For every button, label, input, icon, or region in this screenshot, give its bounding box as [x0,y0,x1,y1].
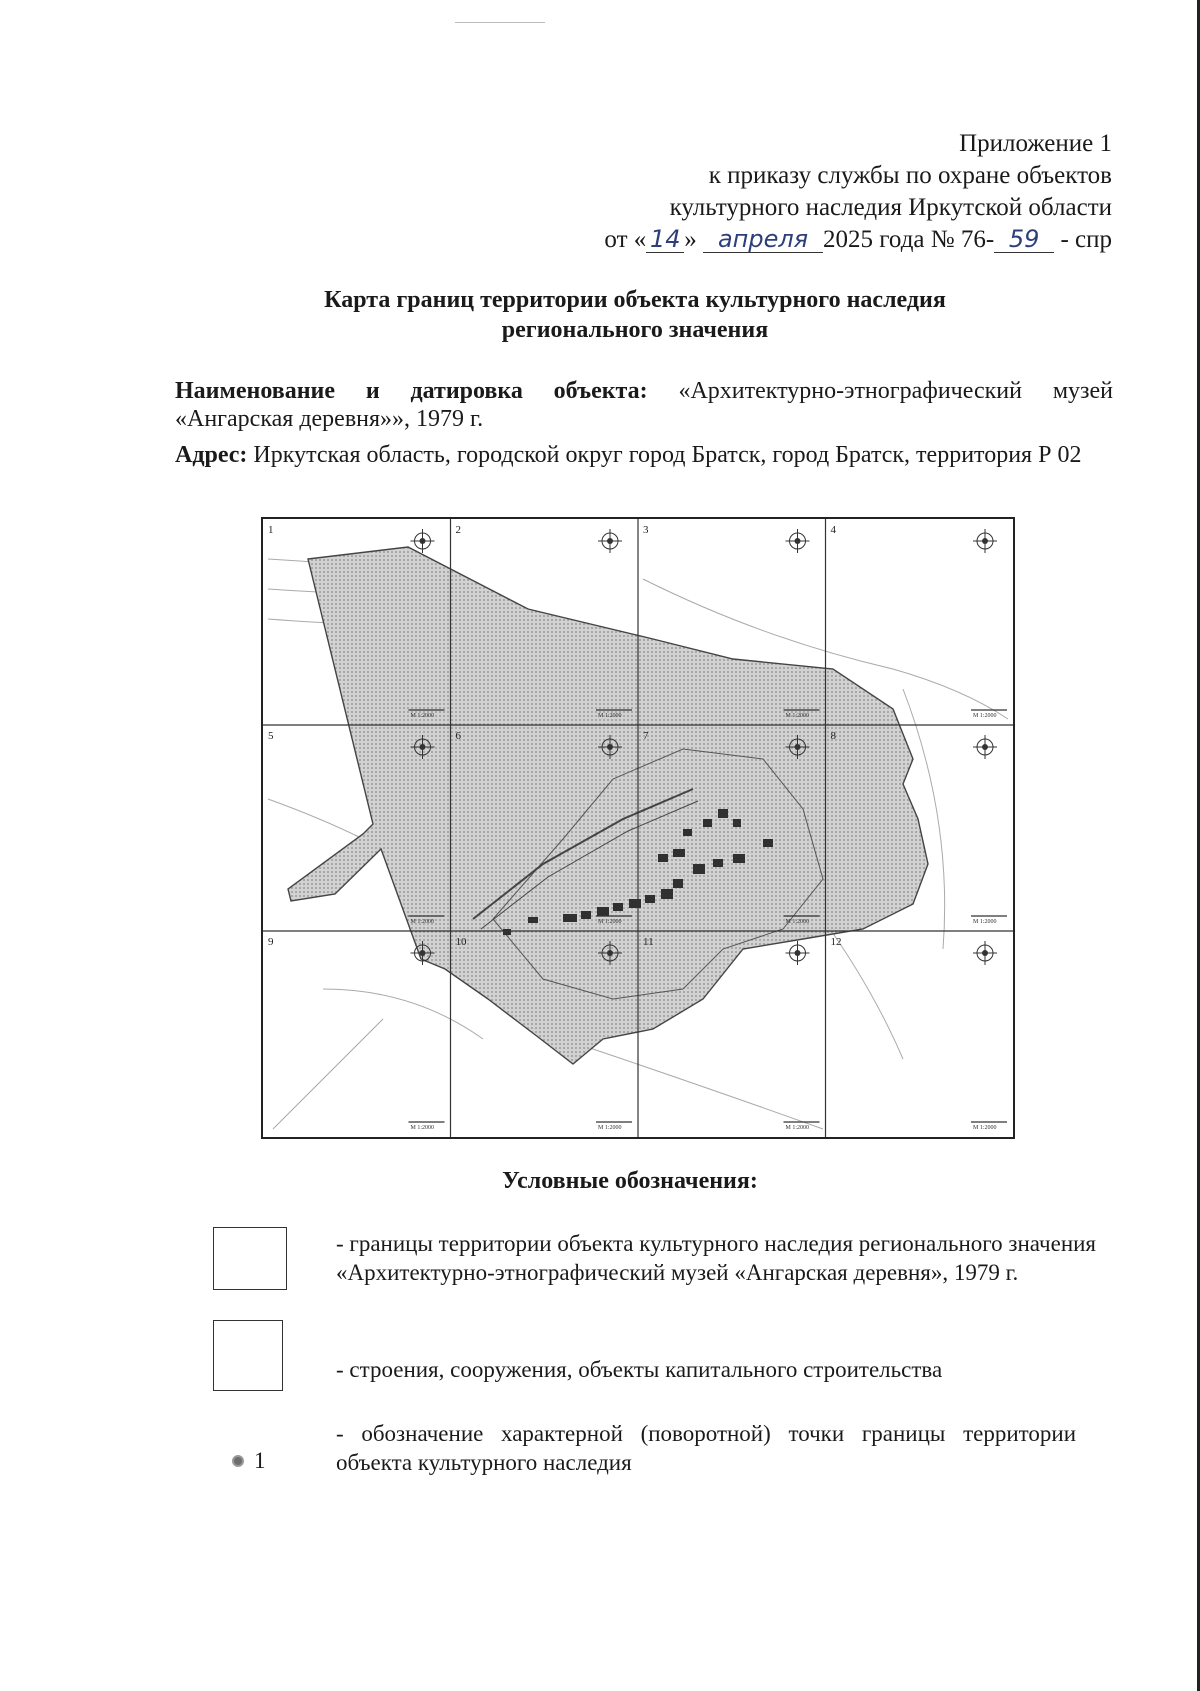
appendix-header [492,128,1112,256]
scale-label: М 1:2000 [973,1125,997,1131]
title-line-1: Карта границ территории объекта культурного наследия [324,287,946,313]
sheet-number: 4 [830,524,836,536]
object-name-value: «Архитектурно-этнографический музей «Ангарская деревня»», 1979 г. [175,378,1113,432]
order-suffix: - спр [1060,226,1112,253]
scale-label: М 1:2000 [785,1125,810,1131]
scale-label: М 1:2000 [410,919,435,925]
sheet-number: 10 [455,936,467,948]
sheet-number: 6 [455,730,461,742]
building-5 [629,899,641,908]
building-4 [613,903,623,911]
building-13 [673,849,685,857]
sheet-number: 11 [643,936,654,948]
map-canvas [263,519,1013,1137]
north-arrow-icon [973,941,997,965]
scale-label: М 1:2000 [598,919,622,925]
turning-point-dot-icon [232,1455,244,1467]
appendix-line-3: культурного наследия Иркутской области [669,194,1112,221]
building-19 [503,929,511,935]
building-2 [581,911,591,919]
document-title [200,285,1070,345]
sheet-number: 8 [830,730,836,742]
building-16 [733,819,741,827]
sheet-number: 3 [643,524,649,536]
scale-label: М 1:2000 [785,919,810,925]
appendix-line-2: к приказу службы по охране объектов [708,162,1112,189]
north-arrow-icon [973,735,997,759]
scale-bar [409,1122,445,1131]
object-address-paragraph [175,441,1113,469]
building-1 [563,914,577,922]
sheet-number: 7 [643,730,649,742]
date-prefix: от « [604,226,647,253]
boundary-map [261,517,1015,1139]
building-12 [658,854,668,862]
north-arrow-icon [598,529,622,553]
appendix-date-line [492,224,1112,256]
legend-title: Условные обозначения: [502,1168,758,1194]
legend-item-turning-point: - обозначение характерной (поворотной) точки границы территории объекта культурного наследия [336,1421,1076,1475]
scale-label: М 1:2000 [598,713,622,719]
scale-bar [784,1122,820,1131]
sheet-number: 12 [830,936,842,948]
scale-label: М 1:2000 [410,1125,435,1131]
date-quote: » [684,226,697,253]
legend-boundary-swatch [213,1227,287,1290]
sheet-number: 1 [268,524,274,536]
address-value: Иркутская область, городской округ город Братск, город Братск, территория Р 02 [253,442,1082,468]
order-number: 59 [994,226,1054,253]
building-20 [528,917,538,923]
building-11 [733,854,745,863]
building-17 [683,829,692,836]
legend-building-swatch [213,1320,283,1391]
building-3 [597,907,609,916]
date-month: апреля [703,226,823,253]
building-7 [661,889,673,899]
north-arrow-icon [786,529,810,553]
sheet-number: 9 [268,936,274,948]
scale-bar [596,1122,632,1131]
building-18 [763,839,773,847]
scale-bar [971,1122,1007,1131]
address-label: Адрес: [175,442,248,468]
building-9 [693,864,705,874]
scale-label: М 1:2000 [598,1125,622,1131]
north-arrow-icon [973,529,997,553]
building-10 [713,859,723,867]
sheet-number: 5 [268,730,274,742]
turning-point-marker [232,1448,266,1474]
object-name-label: Наименование и датировка объекта: [175,378,648,404]
legend-item-buildings: - строения, сооружения, объекты капитального строительства [336,1357,943,1382]
turning-point-label: 1 [254,1448,266,1473]
north-arrow-icon [786,941,810,965]
scale-label: М 1:2000 [785,713,810,719]
top-scan-line [455,22,545,23]
building-15 [718,809,728,818]
appendix-line-1: Приложение 1 [959,130,1112,157]
building-8 [673,879,683,888]
scale-label: М 1:2000 [973,919,997,925]
legend-item-boundary: - границы территории объекта культурного наследия регионального значения «Архитектурно-этнографический музей «Ангарская деревня», 1979 г. [336,1231,1097,1285]
title-line-2: регионального значения [501,317,769,343]
scale-label: М 1:2000 [973,713,997,719]
scale-label: М 1:2000 [410,713,435,719]
building-14 [703,819,712,827]
scale-bar [971,916,1007,925]
date-year-text: 2025 года № 76- [823,226,995,253]
sheet-number: 2 [455,524,461,536]
territory-boundary [288,547,928,1064]
date-day: 14 [646,226,684,253]
building-6 [645,895,655,903]
object-name-paragraph [175,377,1113,433]
